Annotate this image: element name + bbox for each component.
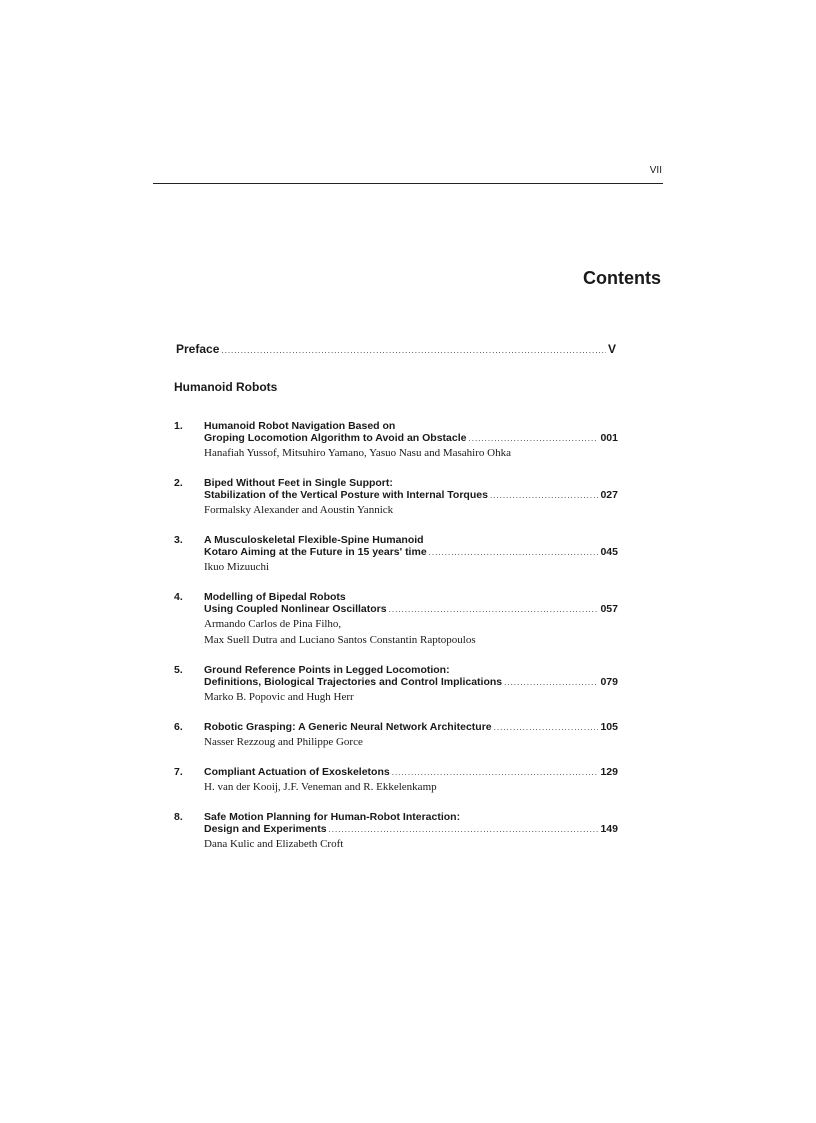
entry-title-line: A Musculoskeletal Flexible-Spine Humanoid [204,534,424,546]
entry-title-last-line [204,766,618,779]
toc-entry[interactable] [174,591,618,648]
page-title: Contents [583,268,661,288]
entry-number: 1. [174,420,183,432]
dot-leader [469,433,599,445]
entry-title-last-line [204,823,618,836]
entry-title-line: Safe Motion Planning for Human-Robot Interaction: [204,811,461,823]
toc-entry-preface[interactable] [176,342,616,356]
entry-authors: Dana Kulic and Elizabeth Croft [204,838,344,850]
entry-title-text: Groping Locomotion Algorithm to Avoid an Obstacle [204,432,467,444]
entry-page-number: 045 [600,546,618,558]
entry-title-line: Humanoid Robot Navigation Based on [204,420,396,432]
entry-number: 8. [174,811,183,823]
entry-title-last-line [204,489,618,502]
entry-title-text: Kotaro Aiming at the Future in 15 years' time [204,546,427,558]
entry-number: 2. [174,477,183,489]
entry-number: 6. [174,721,183,733]
entry-authors: Formalsky Alexander and Aoustin Yannick [204,504,394,516]
entry-number: 4. [174,591,183,603]
dot-leader [389,604,599,616]
toc-entry[interactable] [174,721,618,750]
entry-authors: Armando Carlos de Pina Filho, [204,618,342,630]
entry-title-last-line [204,432,618,445]
entry-title-line: Modelling of Bipedal Robots [204,591,346,603]
entry-page-number: 149 [600,823,618,835]
entry-title-text: Stabilization of the Vertical Posture with Internal Torques [204,489,488,501]
entry-authors: H. van der Kooij, J.F. Veneman and R. Ekkelenkamp [204,781,437,793]
section-heading: Humanoid Robots [174,380,278,394]
preface-page-number: V [607,342,616,356]
entry-page-number: 001 [600,432,618,444]
entry-page-number: 129 [600,766,618,778]
entry-page-number: 027 [600,489,618,501]
toc-entry[interactable] [174,811,618,852]
entry-title-text: Design and Experiments [204,823,327,835]
entry-title-text: Definitions, Biological Trajectories and Control Implications [204,676,503,688]
entry-page-number: 079 [600,676,618,688]
entry-authors: Ikuo Mizuuchi [204,561,270,573]
entry-page-number: 105 [600,721,618,733]
entry-title-last-line [204,721,618,734]
entry-number: 5. [174,664,183,676]
entry-title-line: Ground Reference Points in Legged Locomotion: [204,664,450,676]
entry-title-last-line [204,603,618,616]
preface-label: Preface [176,342,220,356]
toc-entry[interactable] [174,664,618,705]
toc-entry[interactable] [174,420,618,461]
entry-number: 3. [174,534,183,546]
dot-leader [429,547,599,559]
dot-leader [494,722,599,734]
entry-page-number: 057 [600,603,618,615]
entry-title-last-line [204,676,618,689]
dot-leader [329,824,599,836]
page-number: VII [649,165,662,176]
toc-entry[interactable] [174,477,618,518]
entry-title-text: Using Coupled Nonlinear Oscillators [204,603,387,615]
entry-number: 7. [174,766,183,778]
entry-authors: Nasser Rezzoug and Philippe Gorce [204,736,363,748]
entry-authors: Marko B. Popovic and Hugh Herr [204,691,354,703]
dot-leader [392,767,599,779]
entry-title-line: Biped Without Feet in Single Support: [204,477,393,489]
entry-title-text: Robotic Grasping: A Generic Neural Network Architecture [204,721,492,733]
dot-leader [221,346,606,355]
header-rule [153,183,663,184]
toc-entry[interactable] [174,766,618,795]
dot-leader [504,677,598,689]
dot-leader [490,490,599,502]
entry-authors: Max Suell Dutra and Luciano Santos Constantin Raptopoulos [204,634,476,646]
entry-authors: Hanafiah Yussof, Mitsuhiro Yamano, Yasuo Nasu and Masahiro Ohka [204,447,511,459]
entry-title-last-line [204,546,618,559]
toc-entries [174,420,618,868]
entry-title-text: Compliant Actuation of Exoskeletons [204,766,390,778]
toc-entry[interactable] [174,534,618,575]
